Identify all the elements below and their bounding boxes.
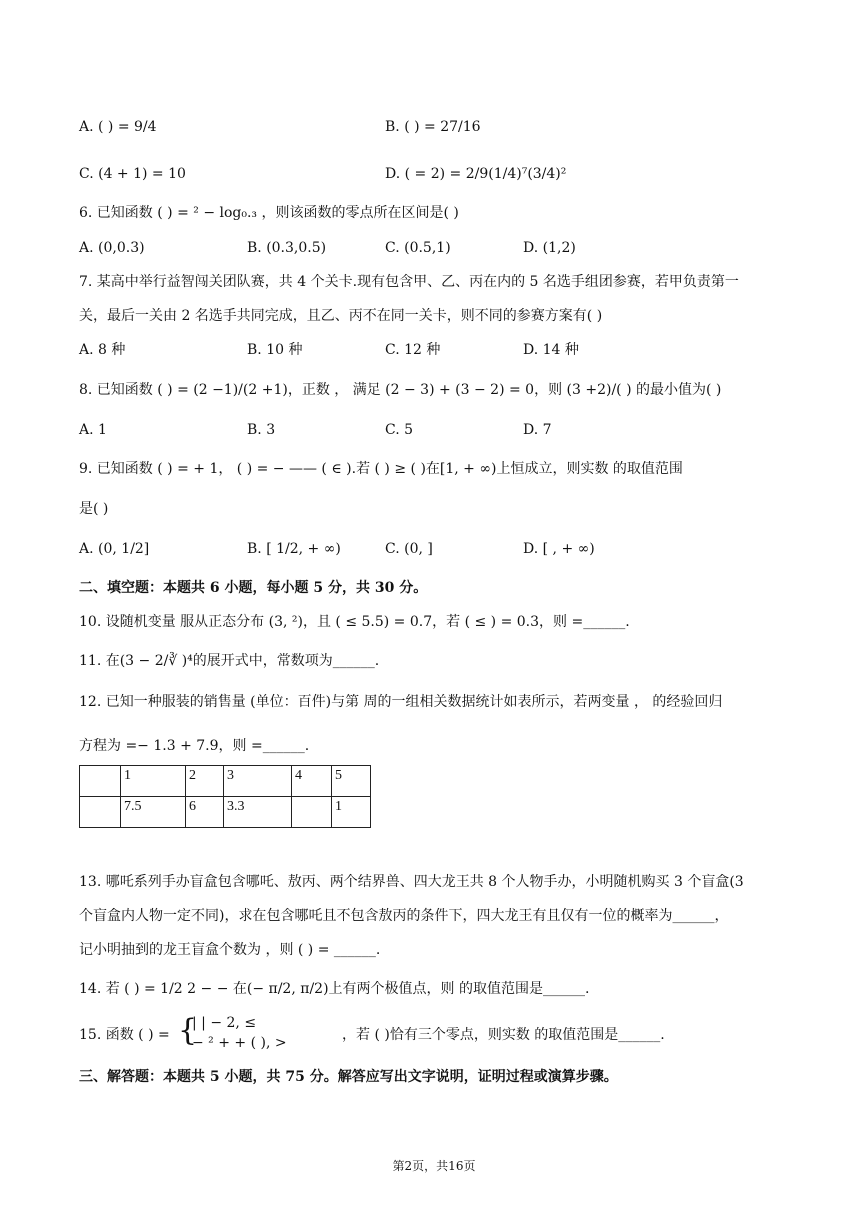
q5-option-b: B. ( ) = 27/16 [385, 119, 481, 135]
q7-stem-line-1: 7. 某高中举行益智闯关团队赛，共 4 个关卡.现有包含甲、乙、丙在内的 5 名选手组团参赛，若甲负责第一 [79, 274, 739, 290]
q5-option-a: A. ( ) = 9/4 [79, 119, 157, 135]
q7-option-c: C. 12 种 [385, 342, 441, 358]
q8-stem: 8. 已知函数 ( ) = (2 −1)/(2 +1)，正数 ， 满足 (2 − 3) + (3 − 2) = 0，则 (3 +2)/( ) 的最小值为( ) [79, 382, 722, 398]
q7-option-d: D. 14 种 [523, 342, 579, 358]
section-heading-solutions: 三、解答题：本题共 5 小题，共 75 分。解答应写出文字说明，证明过程或演算步骤。 [79, 1069, 618, 1085]
q6-stem: 6. 已知函数 ( ) = ² − log₀.₃ ，则该函数的零点所在区间是( ) [79, 205, 459, 221]
table-cell: 1 [332, 797, 371, 828]
table-cell [80, 797, 121, 828]
q6-option-d: D. (1,2) [523, 240, 576, 256]
q11-stem: 11. 在(3 − 2/∛ )⁴的展开式中，常数项为______. [79, 653, 380, 669]
q9-stem-line-2: 是( ) [79, 501, 109, 517]
q13-stem-line-3: 记小明抽到的龙王盲盒个数为 ，则 ( ) = ______. [79, 942, 381, 958]
table-cell: 7.5 [121, 797, 186, 828]
q6-option-a: A. (0,0.3) [79, 240, 145, 256]
q12-stem-line-2: 方程为 =− 1.3 + 7.9，则 =______. [79, 738, 310, 754]
q13-stem-line-1: 13. 哪吒系列手办盲盒包含哪吒、敖丙、两个结界兽、四大龙王共 8 个人物手办，小明随机购买 3 个盲盒(3 [79, 874, 744, 890]
q5-option-d: D. ( = 2) = 2/9(1/4)⁷(3/4)² [385, 166, 567, 182]
table-cell: 6 [186, 797, 224, 828]
q9-option-a: A. (0, 1/2] [79, 541, 150, 557]
q7-stem-line-2: 关，最后一关由 2 名选手共同完成，且乙、丙不在同一关卡，则不同的参赛方案有( ) [79, 308, 603, 324]
q8-option-c: C. 5 [385, 422, 414, 438]
q10-stem: 10. 设随机变量 服从正态分布 (3, ²)，且 ( ≤ 5.5) = 0.7，若 ( ≤ ) = 0.3，则 =______. [79, 614, 630, 630]
q9-option-c: C. (0, ] [385, 541, 433, 557]
q9-option-d: D. [ , + ∞) [523, 541, 595, 557]
brace-icon: { [178, 1013, 198, 1048]
q8-option-d: D. 7 [523, 422, 552, 438]
q8-option-a: A. 1 [79, 422, 107, 438]
q14-stem: 14. 若 ( ) = 1/2 2 − − 在(− π/2, π/2)上有两个极值点，则 的取值范围是______. [79, 981, 590, 997]
table-cell [292, 797, 332, 828]
q6-option-c: C. (0.5,1) [385, 240, 451, 256]
table-cell: 1 [121, 766, 186, 797]
table-cell: 3.3 [224, 797, 292, 828]
q8-option-b: B. 3 [247, 422, 276, 438]
q9-option-b: B. [ 1/2, + ∞) [247, 541, 341, 557]
q7-option-b: B. 10 种 [247, 342, 303, 358]
table-cell: 5 [332, 766, 371, 797]
q15-prefix: 15. 函数 ( ) = [79, 1027, 170, 1043]
q9-stem-line-1: 9. 已知函数 ( ) = + 1， ( ) = − —— ( ∈ ).若 ( ) ≥ ( )在[1, + ∞)上恒成立，则实数 的取值范围 [79, 461, 683, 477]
section-heading-fill-in: 二、填空题：本题共 6 小题，每小题 5 分，共 30 分。 [79, 580, 428, 596]
q15-suffix: ，若 ( )恰有三个零点，则实数 的取值范围是______. [342, 1027, 665, 1043]
table-cell: 3 [224, 766, 292, 797]
page-footer: 第2页，共16页 [392, 1159, 476, 1173]
table-row [80, 766, 371, 797]
q15-case-1: | | − 2, ≤ [192, 1015, 257, 1031]
q15-case-2: − ² + + ( ), > [192, 1035, 287, 1051]
q6-option-b: B. (0.3,0.5) [247, 240, 327, 256]
q12-stem-line-1: 12. 已知一种服装的销售量 (单位：百件)与第 周的一组相关数据统计如表所示，若两变量 ， 的经验回归 [79, 694, 723, 710]
table-cell [80, 766, 121, 797]
q7-option-a: A. 8 种 [79, 342, 126, 358]
q5-option-c: C. (4 + 1) = 10 [79, 166, 186, 182]
table-cell: 4 [292, 766, 332, 797]
table-cell: 2 [186, 766, 224, 797]
table-row [80, 797, 371, 828]
data-table [79, 765, 371, 828]
q13-stem-line-2: 个盲盒内人物一定不同)，求在包含哪吒且不包含敖丙的条件下，四大龙王有且仅有一位的概率为______， [79, 908, 729, 924]
